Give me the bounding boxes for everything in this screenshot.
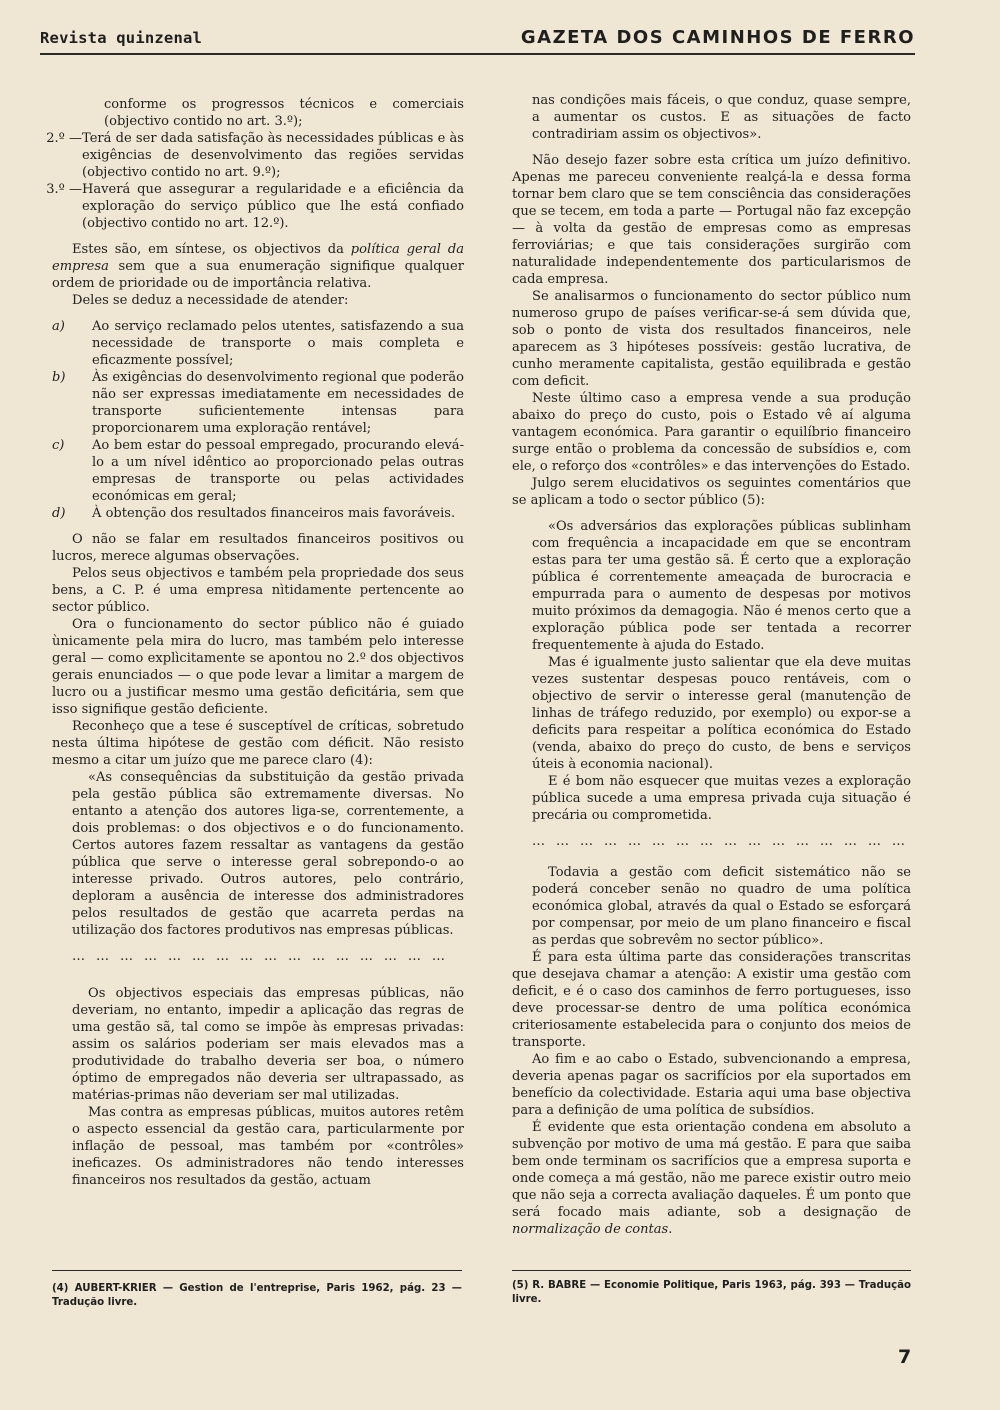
list-item [52,437,464,505]
list-item-text: Haverá que assegurar a regularidade e a eficiência da exploração do serviço público que lhe está confiado (objectivo contido no art. 12.º). [82,182,464,231]
list-item-text: Terá de ser dada satisfação às necessidades públicas e às exigências de desenvolvimento das regiões servidas (objectivo contido no art. 9.º); [82,131,464,180]
left-column [46,96,464,1189]
paragraph: Se analisarmos o funcionamento do sector público num numeroso grupo de países verificar-se-á sem dúvida que, sob o ponto de vista dos resultados financeiros, nele aparecem as 3 hipóteses possíveis: gestão lucrativa, de cunho meramente capitalista, gestão equilibrada e gestão com deficit. [512,289,911,389]
list-item-label: 2.º — [46,131,82,146]
quote-paragraph: «Os adversários das explorações públicas sublinham com frequência a incapacidade em que se encontram estas para ter uma gestão sã. É certo que a exploração pública é correntemente ameaçada de burocracia e empurrada para o aumento de despesas por motivos muito próximos da demagogia. Não é menos certo que a exploração pública pode ser tentada a recorrer frequentemente à ajuda do Estado. [532,519,911,653]
paragraph: Neste último caso a empresa vende a sua produção abaixo do preço do custo, pois o Estado vê aí alguma vantagem económica. Para garantir o equilíbrio financeiro surge então o problema da concessão de subsídios e, com ele, o reforço dos «contrôles» e das intervenções do Estado. [512,391,911,474]
right-column [512,93,911,1238]
quote-paragraph: nas condições mais fáceis, o que conduz, quase sempre, a aumentar os custos. E as situações de facto contradiriam assim os objectivos». [532,93,911,142]
list-item [52,318,464,369]
paragraph: É para esta última parte das considerações transcritas que desejava chamar a atenção: A existir uma gestão com deficit, e é o caso dos caminhos de ferro portugueses, isso deve processar-se dentro de uma política económica criteriosamente estabelecida para o conjunto dos meios de transporte. [512,950,911,1050]
header-left-title: Revista quinzenal [40,29,203,47]
paragraph [512,1119,911,1238]
list-item-text: Ao bem estar do pessoal empregado, procurando elevá-lo a um nível idêntico ao proporcionado pelas outras empresas de transporte ou pelas actividades económicas em geral; [92,438,464,504]
paragraph: Reconheço que a tese é susceptível de críticas, sobretudo nesta última hipótese de gestão com déficit. Não resisto mesmo a citar um juízo que me parece claro (4): [52,719,464,768]
footnote: (5) R. BABRE — Economie Politique, Paris 1963, pág. 393 — Tradução livre. [512,1280,911,1305]
paragraph: Julgo serem elucidativos os seguintes comentários que se aplicam a todo o sector público (5): [512,476,911,508]
quote-paragraph: Mas contra as empresas públicas, muitos autores retêm o aspecto essencial da gestão cara, particularmente por inflação de pessoal, mas também por «contrôles» ineficazes. Os administradores não tendo interesses financeiros nos resultados da gestão, actuam [72,1105,464,1188]
list-item-label: d) [52,506,66,521]
paragraph: Ao fim e ao cabo o Estado, subvencionando a empresa, deveria apenas pagar os sacrifícios por ela suportados em benefício da colectividade. Estaria aqui uma base objectiva para a definição de uma política de subsídios. [512,1052,911,1118]
list-item-text: À obtenção dos resultados financeiros mais favoráveis. [92,506,456,521]
ellipsis-line: … … … … … … … … … … … … … … … … [72,949,449,964]
paragraph: conforme os progressos técnicos e comerciais (objectivo contido no art. 3.º); [104,97,464,129]
quote-paragraph: «As consequências da substituição da gestão privada pela gestão pública são extremamente diversas. No entanto a atenção dos autores liga-se, correntemente, a dois problemas: o dos objectivos e o do funcionamento. Certos autores fazem ressaltar as vantagens da gestão pública que serve o interesse geral sobrepondo-o ao interesse privado. Outros autores, pelo contrário, deploram a ausência de interesse dos administradores pelos resultados de gestão que acarreta perdas na utilização dos factores produtivos nas empresas públicas. [72,770,464,938]
footnote-rule [52,1270,462,1271]
list-item [30,130,464,181]
quote-paragraph: Os objectivos especiais das empresas públicas, não deveriam, no entanto, impedir a aplicação das regras de uma gestão sã, tal como se impõe às empresas privadas: assim os salários poderiam ser mais elevados mas a produtividade do trabalho deveria ser boa, o número óptimo de empregados não deveria ser ultrapassado, as matérias-primas não deveriam ser mal utilizadas. [72,986,464,1103]
list-item [52,505,464,522]
paragraph-text: É evidente que esta orientação condena em absoluto a subvenção por motivo de uma má gestão. E para que saiba bem onde terminam os sacrifícios que a empresa suporta e onde começa a má gestão, não me parece existir outro meio que não seja a correcta avaliação daqueles. É um ponto que será focado mais adiante, sob a designação de [512,1120,911,1220]
list-item-label: 3.º — [46,182,82,197]
list-item-label: c) [52,438,65,453]
list-item-label: b) [52,370,66,385]
paragraph: Deles se deduz a necessidade de atender: [72,293,349,308]
list-item-label: a) [52,319,65,334]
quote-paragraph: Mas é igualmente justo salientar que ela deve muitas vezes sustentar despesas pouco rentáveis, com o objectivo de servir o interesse geral (manutenção de linhas de tráfego reduzido, por exemplo) ou expor-se a deficits para respeitar a política económica do Estado (venda, abaixo do preço do custo, de bens e serviços úteis à economia nacional). [532,655,911,772]
footnote: (4) AUBERT-KRIER — Gestion de l'entreprise, Paris 1962, pág. 23 — Tradução livre. [52,1283,462,1308]
quote-paragraph: Todavia a gestão com deficit sistemático não se poderá conceber senão no quadro de uma política económica global, através da qual o Estado se esforçará por compensar, por meio de um plano financeiro e fiscal as perdas que sobrevêm no sector público». [532,865,911,948]
page-header [40,27,915,55]
emphasis-text: normalização de contas [512,1222,669,1237]
paragraph: Ora o funcionamento do sector público não é guiado ùnicamente pela mira do lucro, mas também pelo interesse geral — como explìcitamente se apontou no 2.º dos objectivos gerais enunciados — o que pode levar a limitar a margem de lucro ou a justificar mesmo uma gestão deficitária, sem que isso signifique gestão deficiente. [52,617,464,717]
quote-paragraph: E é bom não esquecer que muitas vezes a exploração pública sucede a uma empresa privada cuja situação é precária ou comprometida. [532,774,911,823]
paragraph: O não se falar em resultados financeiros positivos ou lucros, merece algumas observações. [52,532,464,564]
paragraph: Pelos seus objectivos e também pela propriedade dos seus bens, a C. P. é uma empresa nìtidamente pertencente ao sector público. [52,566,464,615]
paragraph: Não desejo fazer sobre esta crítica um juízo definitivo. Apenas me pareceu conveniente realçá-la e dessa forma tornar bem claro que se tem consciência das considerações que se tecem, em toda a parte — Portugal não faz excepção — à volta da gestão de empresas como as empresas ferroviárias; e que tais considerações surgirão com naturalidade independentemente dos particularismos de cada empresa. [512,153,911,287]
page-number: 7 [898,1346,912,1368]
list-item [30,181,464,232]
list-item-text: Ao serviço reclamado pelos utentes, satisfazendo a sua necessidade de transporte o mais completa e eficazmente possível; [92,319,464,368]
header-journal-title: GAZETA DOS CAMINHOS DE FERRO [520,27,915,48]
ellipsis-line: … … … … … … … … … … … … … … … … [532,834,909,849]
list-item-text: Às exigências do desenvolvimento regional que poderão não ser expressas imediatamente em necessidades de transporte suficientemente intensas para proporcionarem uma exploração rentável; [92,370,464,436]
paragraph-end: . [668,1222,673,1237]
list-item [52,369,464,437]
footnote-rule [512,1270,911,1271]
paragraph: Estes são, em síntese, os objectivos da política geral da empresa sem que a sua enumeração signifique qualquer ordem de prioridade ou de importância relativa. [52,242,464,291]
